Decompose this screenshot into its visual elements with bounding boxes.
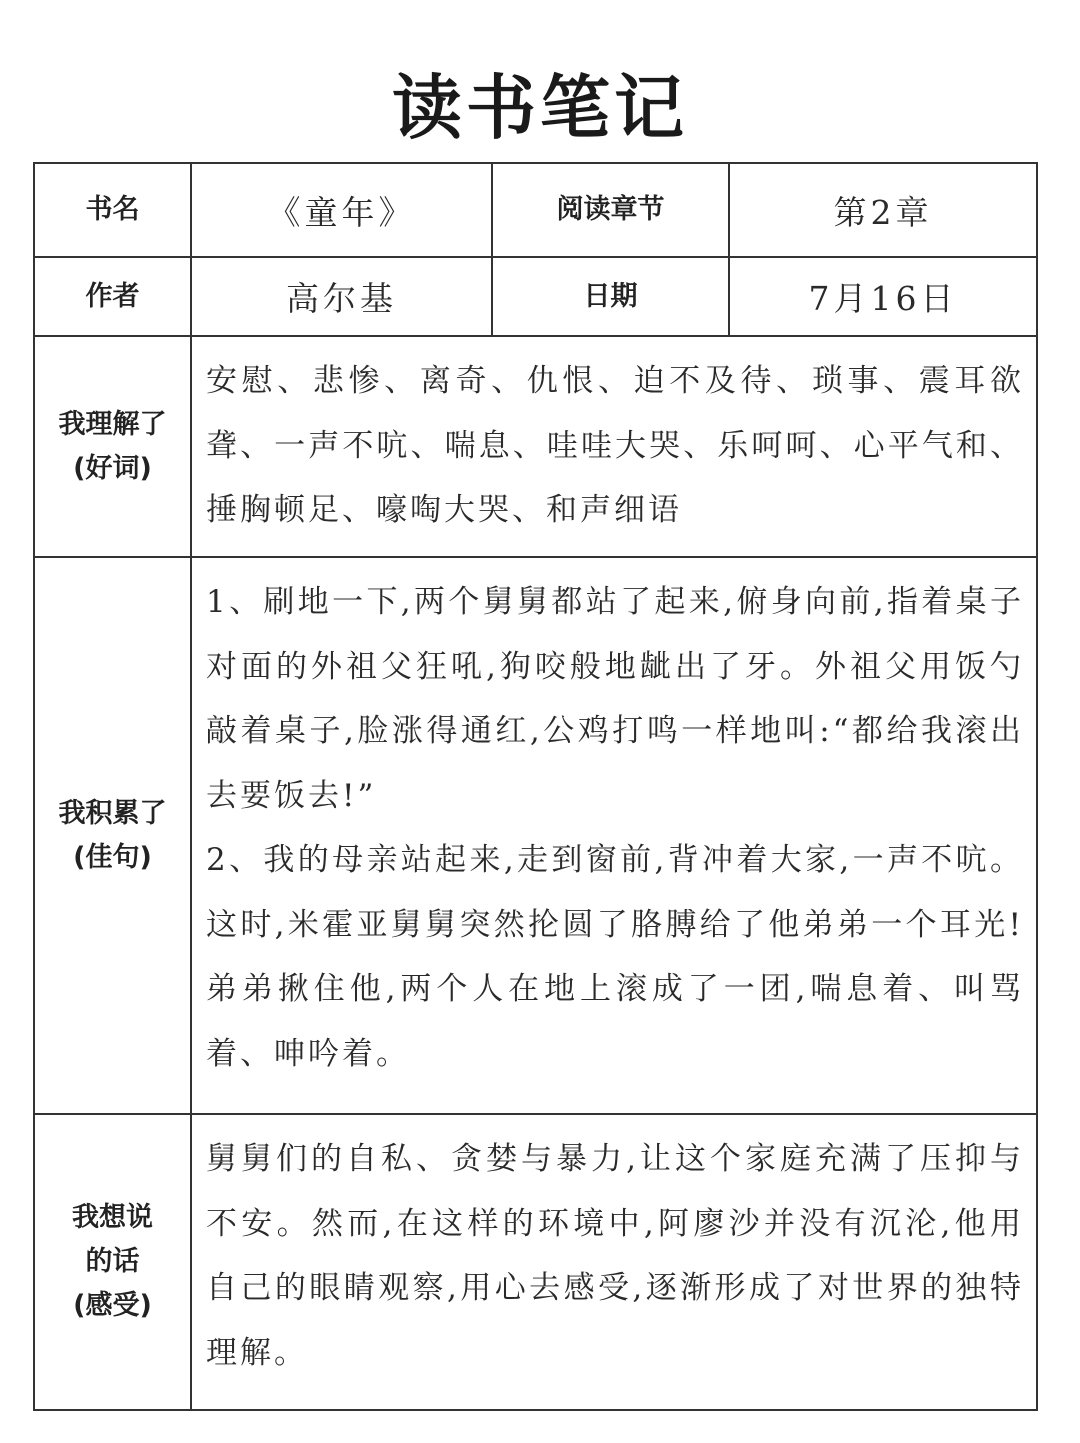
book-name-label: 书名 (34, 163, 191, 257)
sentence-item-2: 2、我的母亲站起来,走到窗前,背冲着大家,一声不吭。这时,米霍亚舅舅突然抡圆了胳膊给了他弟弟一个耳光!弟弟揪住他,两个人在地上滚成了一团,喘息着、叫骂着、呻吟着。 (206, 842, 1024, 1072)
good-words-row (34, 336, 1037, 557)
good-sentences-label (34, 557, 191, 1114)
good-words-label-line1: 我理解了 (58, 408, 167, 440)
book-name-value: 《童年》 (191, 163, 492, 257)
good-words-text: 安慰、悲惨、离奇、仇恨、迫不及待、琐事、震耳欲聋、一声不吭、喘息、哇哇大哭、乐呵呵、心平气和、捶胸顿足、嚎啕大哭、和声细语 (206, 363, 1024, 528)
chapter-value: 第2章 (729, 163, 1037, 257)
sentence-item-1: 1、刷地一下,两个舅舅都站了起来,俯身向前,指着桌子对面的外祖父狂吼,狗咬般地龇出了牙。外祖父用饭勺敲着桌子,脸涨得通红,公鸡打鸣一样地叫:“都给我滚出去要饭去!” (206, 584, 1024, 814)
page-title: 读书笔记 (392, 66, 688, 149)
feelings-label (34, 1114, 191, 1410)
good-sentences-row (34, 557, 1037, 1114)
date-label: 日期 (492, 257, 729, 336)
chapter-label: 阅读章节 (492, 163, 729, 257)
feelings-label-line2: 的话 (85, 1246, 140, 1277)
good-words-content (191, 336, 1037, 557)
date-value: 7月16日 (729, 257, 1037, 336)
author-date-row (34, 257, 1037, 336)
author-value: 高尔基 (191, 257, 492, 336)
feelings-text: 舅舅们的自私、贪婪与暴力,让这个家庭充满了压抑与不安。然而,在这样的环境中,阿廖沙并没有沉沦,他用自己的眼睛观察,用心去感受,逐渐形成了对世界的独特理解。 (206, 1141, 1024, 1371)
good-words-label (34, 336, 191, 557)
book-info-row (34, 163, 1037, 257)
good-sentences-label-line1: 我积累了 (58, 797, 167, 829)
feelings-row (34, 1114, 1037, 1410)
good-sentences-label-line2: (佳句) (73, 841, 152, 873)
good-sentences-content (191, 557, 1037, 1114)
good-words-label-line2: (好词) (73, 452, 152, 484)
feelings-label-line1: 我想说 (72, 1202, 153, 1233)
feelings-content (191, 1114, 1037, 1410)
feelings-label-line3: (感受) (73, 1290, 152, 1321)
reading-notes-table (33, 162, 1038, 1411)
author-label: 作者 (34, 257, 191, 336)
